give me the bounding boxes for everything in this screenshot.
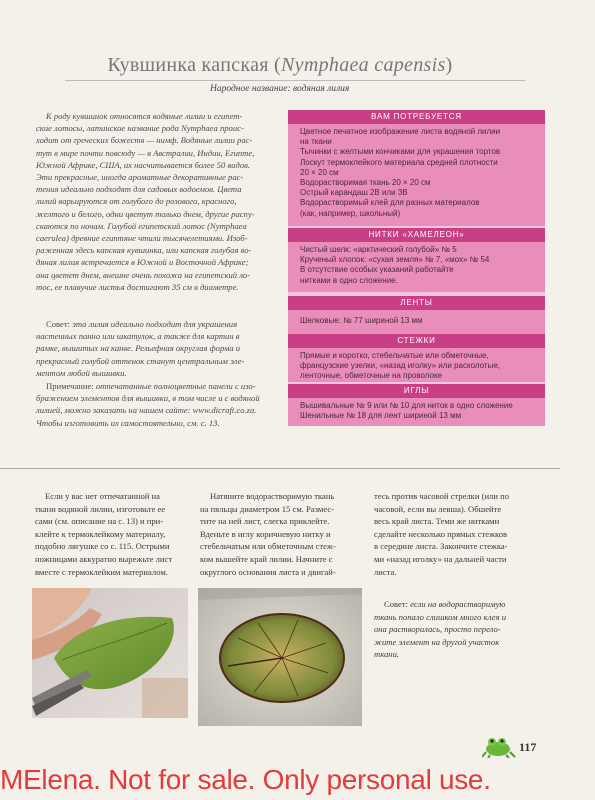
needles-section (288, 398, 545, 426)
ribbons-item: Шелковые: № 77 шириной 13 мм (300, 316, 423, 325)
step-line: ножницами аккуратно вырежьте лист (35, 553, 173, 564)
intro-line: Южной Африке, США, их насчитывается более 50 видов. (36, 159, 250, 170)
need-item: Лоскут термоклейкого материала средней плотности (300, 157, 498, 167)
photo-cutting-leaf (32, 588, 188, 718)
subtitle-value: водяная лилия (293, 84, 350, 94)
needles-item: Шенильные № 18 для лент шириной 13 мм (300, 411, 462, 421)
step-line: часовой, если вы левша). Обшейте (374, 503, 502, 514)
step-line: ми «назад иголку» на дальней части (374, 553, 507, 564)
step-line: листа. (374, 566, 397, 577)
note-paragraph (36, 380, 280, 429)
frog-icon (482, 734, 516, 758)
section-divider (0, 468, 560, 469)
step-tip-line: она растворилась, просто перело- (374, 624, 501, 635)
threads-item: нитками в одно сложение. (300, 275, 398, 285)
intro-line: тос, ее плавучие листья достигают 35 см в диаметре. (36, 281, 239, 292)
threads-item: Чистый шелк: «арктический голубой» № 5 (300, 245, 457, 254)
intro-line: скаются по ночам. Голубой египетский лотос (Nymphaea (36, 220, 247, 231)
intro-line: ские лотосы, латинское название рода Nymphaea проис- (36, 123, 244, 134)
note-line: лилией, можно заказать на нашем сайте: www.dicraft.co.za. (36, 405, 257, 416)
step-line: клейте к термоклейкому материалу, (35, 528, 166, 539)
intro-line: ходит от греческих божеств — нимф. Водяные лилии рас- (36, 135, 253, 146)
intro-line: лилий варьируются от голубого до розового, красного, (36, 196, 237, 207)
need-section (288, 124, 545, 226)
step-tip-line (374, 598, 542, 611)
threads-section (288, 242, 545, 292)
page-title (0, 54, 560, 77)
step-tip-text: если на водорастворимую (408, 599, 506, 609)
step-line: вместе с термоклейким материалом. (35, 566, 168, 577)
ribbons-section (288, 310, 545, 334)
need-item: Острый карандаш 2В или 3В (300, 188, 408, 198)
need-item: (как, например, школьный) (300, 208, 401, 218)
need-item: Водорастворимый клей для разных материалов (300, 198, 480, 208)
note-line: Чтобы изготовить их самостоятельно, см. с. 13. (36, 417, 220, 428)
subtitle (210, 84, 550, 94)
need-item: Тычинки с желтыми кончиками для украшения тортов (300, 147, 501, 157)
tip-line: рамке, вышитых на канве. Рельефная округлая форма и (36, 343, 241, 354)
note-line: бражением элементов для вышивки, в том числе и с водяной (36, 393, 260, 404)
threads-header: НИТКИ «ХАМЕЛЕОН» (288, 228, 545, 242)
tip-line: прекрасный голубой оттенок станут центральным эле- (36, 355, 245, 366)
need-item: на ткани (300, 137, 332, 147)
step-line: сами (см. описание на с. 13) и при- (35, 516, 164, 527)
step-line: тесь против часовой стрелки (или по (374, 491, 509, 501)
threads-item: Крученый хлопок: «сухая земля» № 7, «мох» № 54 (300, 255, 490, 265)
page-number: 117 (519, 740, 537, 754)
step-line: ткани водяной лилии, изготовьте ее (35, 503, 166, 514)
need-header: ВАМ ПОТРЕБУЕТСЯ (288, 110, 545, 124)
tip-line: ментом любой вышивки. (36, 367, 127, 378)
tip-paragraph (36, 318, 280, 379)
step-line: подобно лягушке со с. 115. Острыми (35, 541, 170, 552)
intro-line: caerulea) древние египтяне чтили тысячелетиями. Изоб- (36, 233, 248, 244)
intro-line: К роду кувшинок относятся водяные лилии и египет- (46, 111, 243, 121)
title-rule (65, 80, 525, 81)
step-line: Натяните водорастворимую ткань (210, 491, 335, 501)
need-item: 20 × 20 см (300, 167, 339, 177)
tip-label: Совет: (46, 319, 70, 329)
step-column-1 (35, 490, 190, 578)
step-tip-line: жите элемент на другой участок (374, 636, 500, 647)
photo-leaf-on-hoop (198, 588, 362, 726)
tip-line: настенных панно или шкатулок, а также для картин в (36, 331, 240, 342)
intro-paragraph (36, 110, 280, 293)
note-line (36, 380, 280, 392)
title-main: Кувшинка капская ( (107, 54, 282, 76)
intro-line: Эти прекрасные, иногда ароматные декоративные рас- (36, 172, 244, 183)
step-tip (374, 598, 542, 661)
intro-line: тут в мире почти повсюду — в Австралии, Индии, Египте, (36, 147, 255, 158)
step-line: в середине листа. Закончите стежка- (374, 541, 508, 552)
intro-line: раженная здесь капская кувшинка, или капская голубая во- (36, 245, 252, 256)
title-latin: Nymphaea capensis (281, 54, 446, 76)
note-text: отпечатанные полноцветные панели с изо- (93, 381, 256, 391)
title-close: ) (445, 54, 453, 76)
stitches-header: СТЕЖКИ (288, 334, 545, 348)
ribbons-header: ЛЕНТЫ (288, 296, 545, 310)
stitches-item: Прямые и коротко, стебельчатые или обметочные, (300, 351, 489, 360)
step-column-3 (374, 490, 542, 578)
step-column-2 (200, 490, 355, 578)
note-label: Примечание: (46, 381, 94, 391)
step-line: Если у вас нет отпечатанной на (45, 491, 160, 501)
watermark: MElena. Not for sale. Only personal use. (0, 764, 491, 795)
stitches-item: ленточные, обметочные на проволоке (300, 371, 443, 381)
step-tip-line: ткани. (374, 649, 400, 660)
step-line: сделайте несколько прямых стежков (374, 528, 508, 539)
tip-line (36, 318, 280, 330)
step-line: ком вышейте край лилии. Начните с (200, 553, 333, 564)
step-tip-line: ткань попало слишком много клея и (374, 611, 507, 622)
intro-line: тения идеально подходят для садовых водоемов. Цвета (36, 184, 242, 195)
stitches-item: французские узелки, «назад иголку» или расколотые, (300, 361, 500, 371)
intro-line: желтого и белого, одни цветут только днем, другие распу- (36, 208, 255, 219)
need-item: Цветное печатное изображение листа водяной лилии (300, 127, 501, 136)
tip-text: эта лилия идеально подходит для украшения (70, 319, 238, 329)
need-item: Водорастворимая ткань 20 × 20 см (300, 178, 431, 188)
step-line: на пяльцы диаметром 15 см. Размес- (200, 503, 335, 514)
stitches-section (288, 348, 545, 382)
threads-item: В отсутствие особых указаний работайте (300, 265, 454, 275)
subtitle-label: Народное название: (210, 84, 291, 94)
step-line: весь край листа. Теми же нитками (374, 516, 500, 527)
step-tip-label: Совет: (384, 599, 408, 609)
step-line: тите на ней лист, слегка приклейте. (200, 516, 330, 527)
intro-line: она цветет днем, внешне очень похожа на египетский ло- (36, 269, 251, 280)
needles-header: ИГЛЫ (288, 384, 545, 398)
step-line: округлого основания листа и двигай- (200, 566, 336, 577)
intro-line: дяная лилия встречается в Южной и Восточной Африке; (36, 257, 249, 268)
step-line: Вденьте в иглу коричневую нитку и (200, 528, 331, 539)
needles-item: Вышивальные № 9 или № 10 для ниток в одно сложение (300, 401, 513, 410)
step-line: стебельчатым или обметочным стеж- (200, 541, 336, 552)
